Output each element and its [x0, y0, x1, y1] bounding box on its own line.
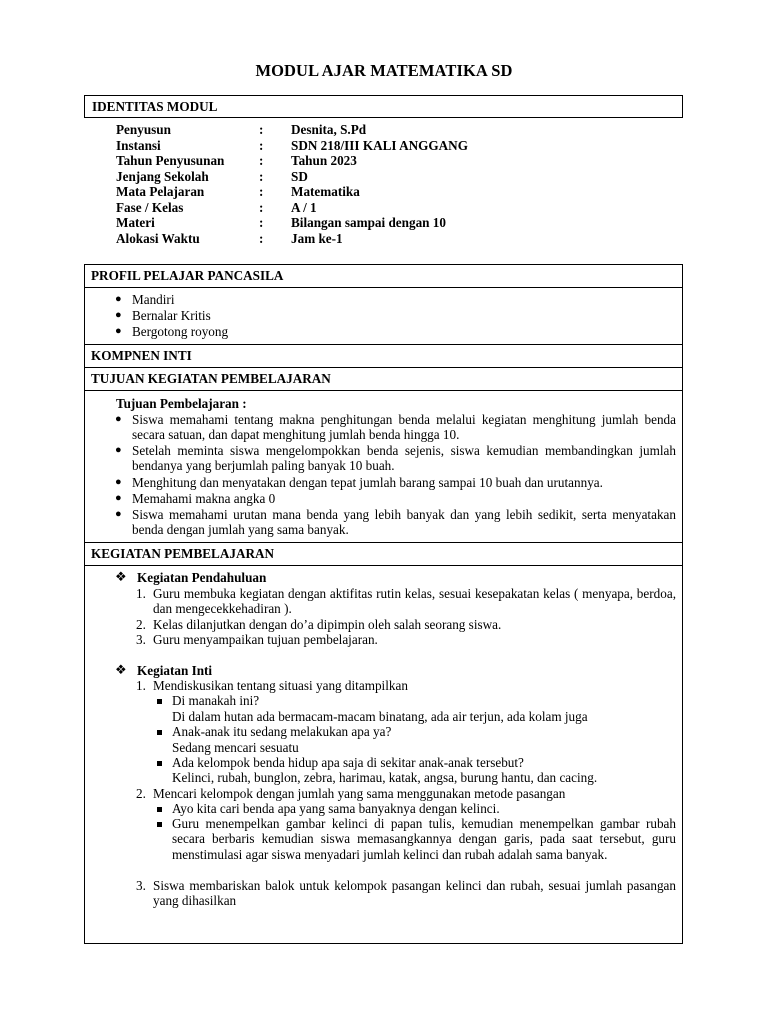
tujuan-item: Siswa memahami tentang makna penghitungan benda melalui kegiatan menghitung jumlah benda secara satuan, dan dapat menghitung jumlah benda hingga 10.: [132, 412, 676, 443]
square-bullet-icon: [157, 761, 162, 766]
identitas-colon: :: [259, 168, 264, 184]
list-number: 3.: [136, 878, 146, 893]
list-number: 1.: [136, 678, 146, 693]
identitas-colon: :: [259, 137, 264, 153]
bullet-icon: ●: [115, 476, 122, 488]
tujuan-subheader: Tujuan Pembelajaran :: [116, 396, 247, 411]
pendahuluan-item: Guru menyampaikan tujuan pembelajaran.: [153, 632, 378, 647]
document-title: MODUL AJAR MATEMATIKA SD: [255, 61, 513, 80]
tujuan-item: Menghitung dan menyatakan dengan tepat jumlah barang sampai 10 buah dan urutannya.: [132, 475, 603, 490]
identitas-value: Desnita, S.Pd: [291, 122, 367, 137]
identitas-value: SD: [291, 168, 308, 184]
pendahuluan-item: Guru membuka kegiatan dengan aktifitas rutin kelas, sesuai kesepakatan kelas ( menyapa, berdoa, dan mengecekkehadiran ).: [153, 586, 676, 617]
bullet-icon: ●: [115, 508, 122, 520]
sub-answer: Di dalam hutan ada bermacam-macam binatang, ada air terjun, ada kolam juga: [172, 709, 588, 724]
divider: [84, 287, 683, 288]
pendahuluan-title: Kegiatan Pendahuluan: [137, 570, 267, 585]
identitas-label: Materi: [116, 215, 155, 230]
sub-answer: Kelinci, rubah, bunglon, zebra, harimau, katak, angsa, burung hantu, dan cacing.: [172, 770, 598, 785]
list-number: 3.: [136, 632, 146, 647]
bullet-icon: ●: [115, 444, 122, 456]
tujuan-item: Setelah meminta siswa mengelompokkan benda sejenis, siswa kemudian membandingkan jumlah bendanya yang berjumlah paling banyak 10 buah.: [132, 443, 676, 474]
tujuan-header: TUJUAN KEGIATAN PEMBELAJARAN: [91, 371, 331, 386]
identitas-label: Jenjang Sekolah: [116, 168, 209, 184]
sub-question: Anak-anak itu sedang melakukan apa ya?: [172, 724, 392, 739]
kegiatan-header: KEGIATAN PEMBELAJARAN: [91, 546, 275, 561]
divider: [84, 344, 683, 345]
divider: [84, 565, 683, 566]
sub-item: Guru menempelkan gambar kelinci di papan tulis, kemudian menempelkan gambar rubah secara berbaris kemudian siswa memasangkannya dengan garis, pada saat tersebut, guru menstimulasi agar siswa menyadari jumlah kelinci dan rubah adalah sama banyak.: [172, 816, 676, 862]
square-bullet-icon: [157, 822, 162, 827]
identitas-label: Fase / Kelas: [116, 199, 184, 215]
identitas-header-box: [84, 95, 683, 118]
inti-title: Kegiatan Inti: [137, 663, 213, 678]
bullet-icon: ●: [115, 293, 122, 305]
list-number: 2.: [136, 617, 146, 632]
identitas-label: Tahun Penyusunan: [116, 153, 225, 168]
profil-item: Bergotong royong: [132, 324, 229, 339]
bullet-icon: ●: [115, 413, 122, 425]
identitas-colon: :: [259, 199, 264, 215]
identitas-value: Tahun 2023: [291, 153, 357, 168]
identitas-label: Instansi: [116, 137, 161, 153]
identitas-header: IDENTITAS MODUL: [92, 99, 218, 114]
diamond-bullet-icon: ❖: [115, 662, 127, 677]
divider: [84, 390, 683, 391]
identitas-value: A / 1: [291, 199, 317, 215]
diamond-bullet-icon: ❖: [115, 569, 127, 584]
identitas-label: Mata Pelajaran: [116, 184, 205, 199]
identitas-colon: :: [259, 215, 264, 230]
list-number: 1.: [136, 586, 146, 601]
square-bullet-icon: [157, 699, 162, 704]
divider: [84, 542, 683, 543]
inti-item: Mendiskusikan tentang situasi yang ditampilkan: [153, 678, 408, 693]
pendahuluan-item: Kelas dilanjutkan dengan do’a dipimpin oleh salah seorang siswa.: [153, 617, 502, 632]
komponen-header: KOMPNEN INTI: [91, 348, 192, 363]
identitas-value: SDN 218/III KALI ANGGANG: [291, 137, 468, 153]
sub-answer: Sedang mencari sesuatu: [172, 740, 299, 755]
identitas-colon: :: [259, 184, 264, 199]
profil-item: Mandiri: [132, 292, 175, 307]
sub-item: Ayo kita cari benda apa yang sama banyaknya dengan kelinci.: [172, 801, 500, 816]
inti-item: Siswa membariskan balok untuk kelompok pasangan kelinci dan rubah, sesuai jumlah pasangan yang dihasilkan: [153, 878, 676, 909]
identitas-label: Penyusun: [116, 122, 171, 137]
tujuan-item: Memahami makna angka 0: [132, 491, 276, 506]
identitas-value: Matematika: [291, 184, 360, 199]
identitas-colon: :: [259, 230, 264, 246]
sub-question: Di manakah ini?: [172, 693, 260, 708]
bullet-icon: ●: [115, 492, 122, 504]
inti-item: Mencari kelompok dengan jumlah yang sama menggunakan metode pasangan: [153, 786, 566, 801]
square-bullet-icon: [157, 730, 162, 735]
identitas-value: Bilangan sampai dengan 10: [291, 215, 446, 230]
identitas-colon: :: [259, 153, 264, 168]
bullet-icon: ●: [115, 309, 122, 321]
list-number: 2.: [136, 786, 146, 801]
identitas-colon: :: [259, 122, 264, 137]
divider: [84, 367, 683, 368]
profil-header: PROFIL PELAJAR PANCASILA: [91, 268, 284, 283]
identitas-label: Alokasi Waktu: [116, 230, 200, 246]
profil-item: Bernalar Kritis: [132, 308, 211, 323]
square-bullet-icon: [157, 807, 162, 812]
sub-question: Ada kelompok benda hidup apa saja di sekitar anak-anak tersebut?: [172, 755, 524, 770]
bullet-icon: ●: [115, 325, 122, 337]
tujuan-item: Siswa memahami urutan mana benda yang lebih banyak dan yang lebih sedikit, serta menyatakan benda dengan jumlah yang sama banyak.: [132, 507, 676, 538]
identitas-value: Jam ke-1: [291, 230, 343, 246]
